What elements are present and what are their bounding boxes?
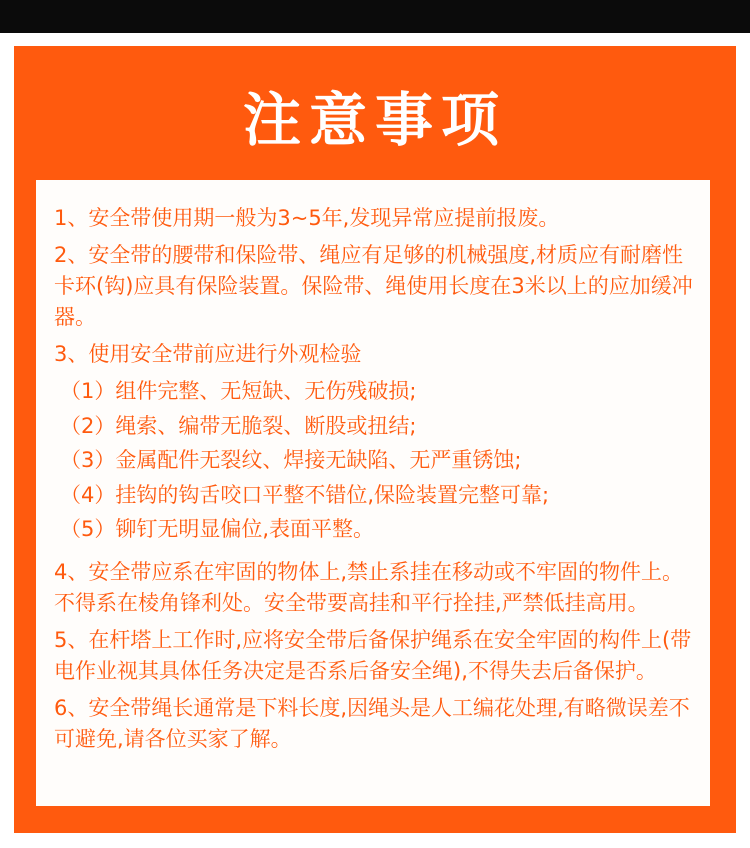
sub-item-2: （2）绳索、编带无脆裂、断股或扭结; [60, 413, 417, 438]
sub-item-4: （4）挂钩的钩舌咬口平整不错位,保险装置完整可靠; [60, 482, 550, 507]
notice-item-4: 4、安全带应系在牢固的物体上,禁止系挂在移动或不牢固的物件上。不得系在棱角锋利处。安全带要高挂和平行拴挂,严禁低挂高用。 [54, 559, 684, 615]
top-bar [0, 0, 750, 33]
sub-item-5: （5）铆钉无明显偏位,表面平整。 [60, 517, 375, 541]
notice-item-6: 6、安全带绳长通常是下料长度,因绳头是人工编花处理,有略微误差不可避免,请各位买家了解。 [54, 695, 690, 751]
page-title: 注意事项 [242, 86, 507, 154]
notice-item-1: 1、安全带使用期一般为3~5年,发现异常应提前报废。 [54, 206, 560, 230]
notice-item-3: 3、使用安全带前应进行外观检验 [54, 342, 362, 366]
sub-item-3: （3）金属配件无裂纹、焊接无缺陷、无严重锈蚀; [60, 448, 522, 472]
spacer [54, 547, 704, 557]
sub-item-1: （1）组件完整、无短缺、无伤残破损; [60, 379, 417, 403]
notice-item-5: 5、在杆塔上工作时,应将安全带后备保护绳系在安全牢固的构件上(带电作业视其具体任务决定是否系后备安全绳),不得失去后备保护。 [54, 627, 692, 683]
notice-content [54, 203, 704, 761]
notice-item-2: 2、安全带的腰带和保险带、绳应有足够的机械强度,材质应有耐磨性卡环(钩)应具有保险装置。保险带、绳使用长度在3米以上的应加缓冲器。 [54, 243, 693, 329]
